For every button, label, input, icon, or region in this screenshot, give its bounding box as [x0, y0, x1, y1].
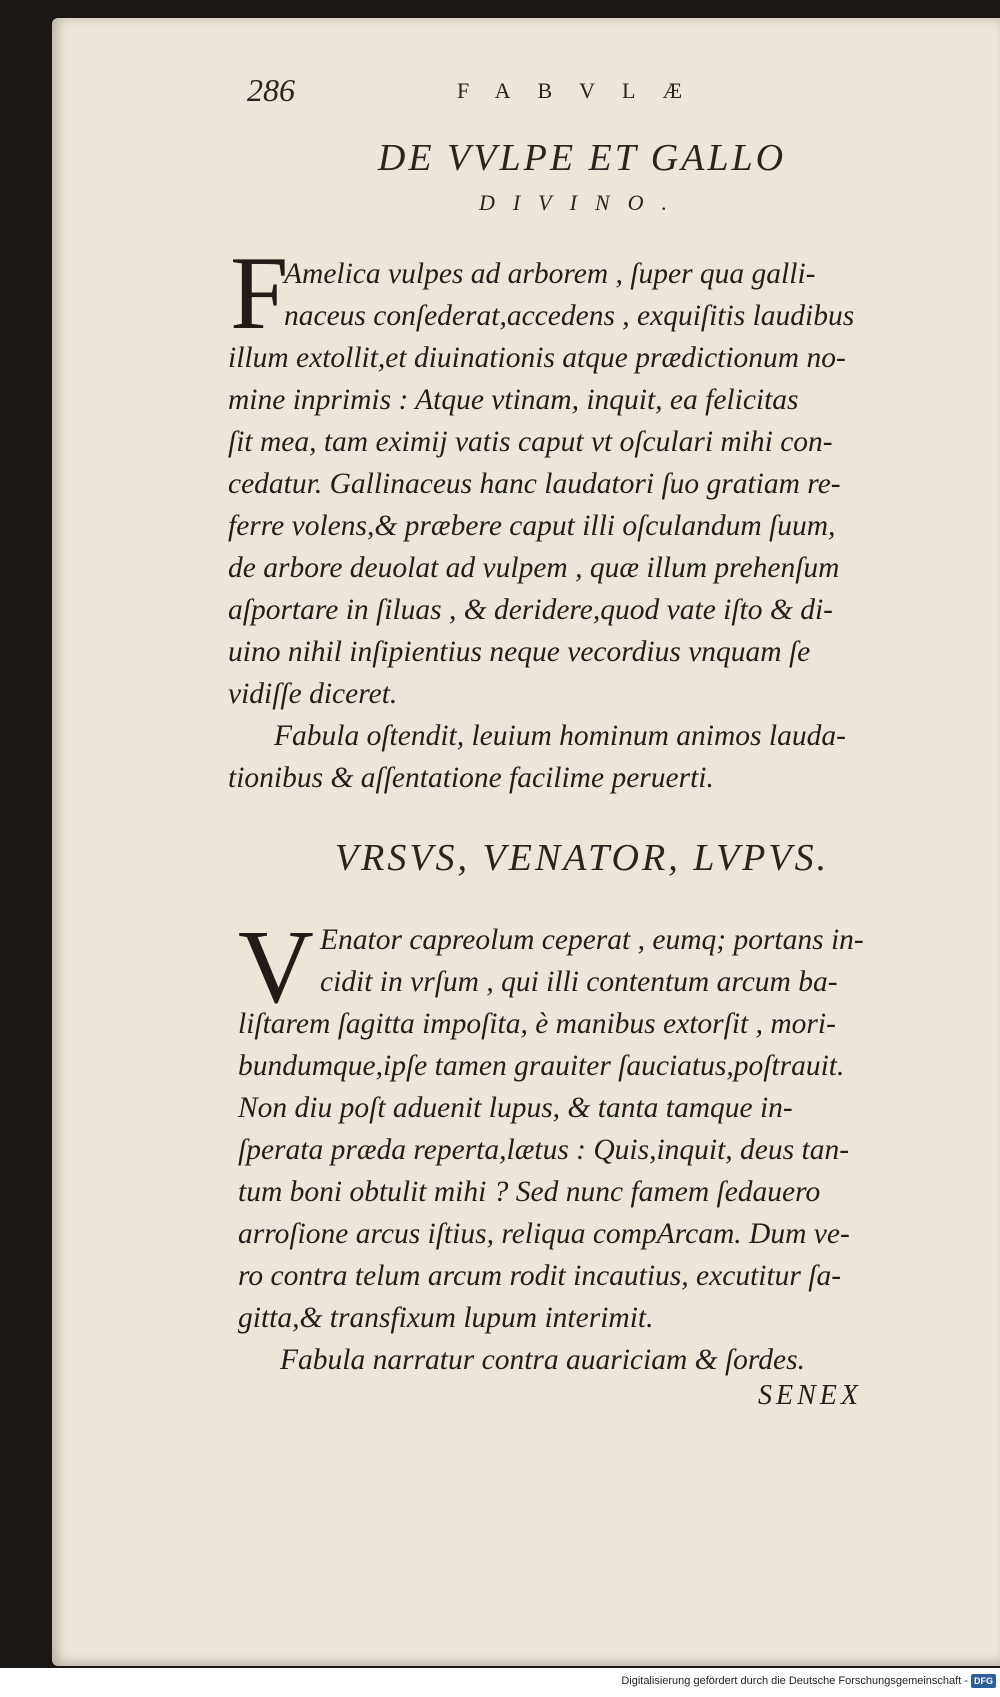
fable-title: VRSVS, VENATOR, LVPVS. [334, 837, 830, 879]
moral-line: Fabula oſtendit, leuium hominum animos lauda- [274, 720, 846, 752]
fable-subtitle: DIVINO. [478, 190, 686, 215]
footer-credit: Digitalisierung gefördert durch die Deutsche Forschungsgemeinschaft - [621, 1675, 968, 1687]
moral-line: tionibus & aſſentatione facilime peruerti. [228, 762, 714, 794]
catchword: SENEX [758, 1380, 862, 1411]
text-line: tum boni obtulit mihi ? Sed nunc famem ſedauero [238, 1176, 821, 1208]
text-line: naceus conſederat,accedens , exquiſitis laudibus [284, 300, 855, 332]
text-line: uino nihil inſipientius neque vecordius vnquam ſe [228, 636, 811, 668]
text-line: ſperata præda reperta,lætus : Quis,inquit, deus tan- [238, 1134, 850, 1166]
text-line: de arbore deuolat ad vulpem , quæ illum prehenſum [228, 552, 840, 584]
digitization-footer [0, 1668, 1000, 1697]
text-line: gitta,& transfixum lupum interimit. [238, 1302, 654, 1334]
text-line: arroſione arcus iſtius, reliqua compArcam. Dum ve- [238, 1218, 850, 1250]
text-line: ſit mea, tam eximij vatis caput vt oſculari mihi con- [228, 426, 833, 458]
dfg-logo-icon: DFG [971, 1674, 996, 1688]
text-line: cedatur. Gallinaceus hanc laudatori ſuo gratiam re- [228, 468, 841, 500]
fable-title: DE VVLPE ET GALLO [377, 137, 787, 179]
running-title: FABVLÆ [457, 78, 710, 103]
text-line: aſportare in ſiluas , & deridere,quod vate iſto & di- [228, 594, 833, 626]
text-line: illum extollit,et diuinationis atque prædictionum no- [228, 342, 846, 374]
running-head [247, 72, 967, 112]
page-number: 286 [247, 72, 295, 108]
text-line: vidiſſe diceret. [228, 678, 398, 710]
text-line: mine inprimis : Atque vtinam, inquit, ea felicitas [228, 384, 799, 416]
text-line: Amelica vulpes ad arborem , ſuper qua galli- [284, 258, 816, 290]
drop-cap: V [238, 908, 314, 1025]
book-page [52, 18, 1000, 1666]
text-line: ro contra telum arcum rodit incautius, excutitur ſa- [238, 1260, 842, 1292]
text-line: cidit in vrſum , qui illi contentum arcum ba- [320, 966, 838, 998]
text-line: ferre volens,& præbere caput illi oſculandum ſuum, [228, 510, 836, 542]
text-line: Enator capreolum ceperat , eumq; portans in- [320, 924, 864, 956]
text-line: bundumque,ipſe tamen grauiter ſauciatus,poſtrauit. [238, 1050, 845, 1082]
moral-line: Fabula narratur contra auariciam & ſordes. [280, 1344, 805, 1376]
drop-cap: F [230, 234, 289, 351]
text-line: Non diu poſt aduenit lupus, & tanta tamque in- [238, 1092, 793, 1124]
text-line: liſtarem ſagitta impoſita, è manibus extorſit , mori- [238, 1008, 836, 1040]
